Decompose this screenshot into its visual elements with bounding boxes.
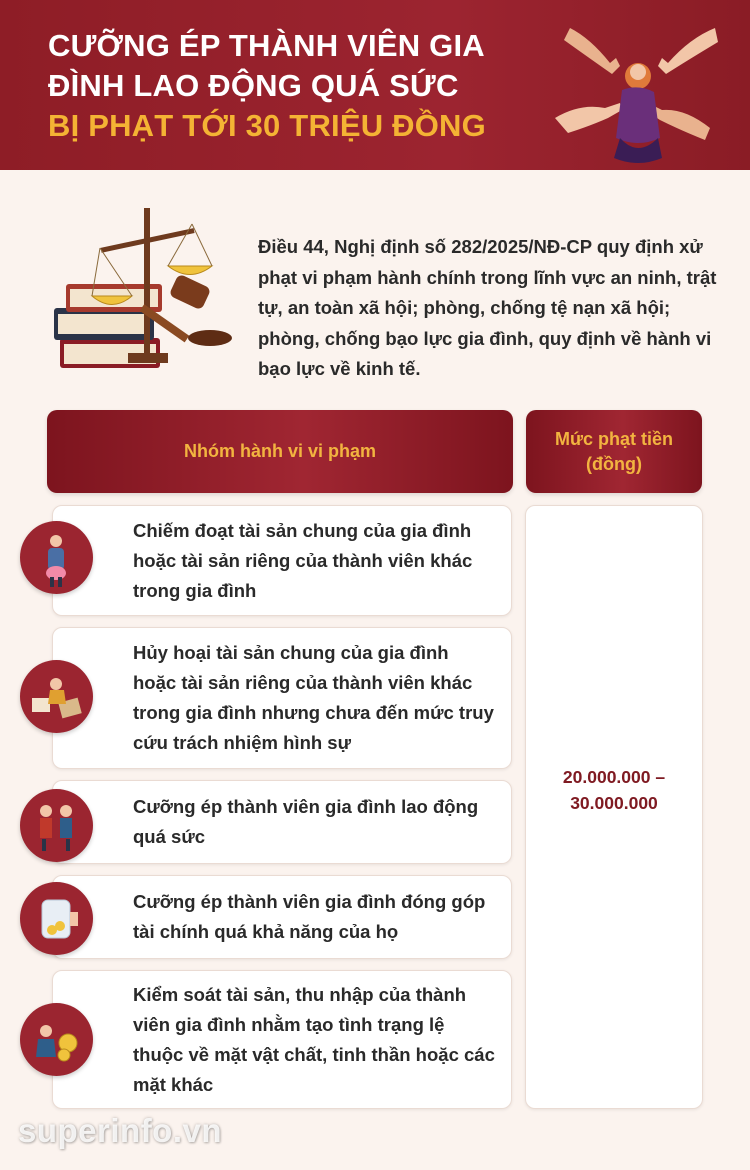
violation-text: Chiếm đoạt tài sản chung của gia đình hoặc tài sản riêng của thành viên khác trong gia đình bbox=[133, 519, 473, 601]
financial-control-icon bbox=[20, 1003, 93, 1076]
person-with-piggy-bank-icon bbox=[20, 521, 93, 594]
title-line-3: BỊ PHẠT TỚI 30 TRIỆU ĐỒNG bbox=[48, 108, 486, 143]
violation-text: Cưỡng ép thành viên gia đình lao động quá sức bbox=[133, 796, 479, 847]
column-header-violation-group: Nhóm hành vi vi phạm bbox=[47, 410, 513, 493]
forced-labor-icon bbox=[20, 789, 93, 862]
fine-amount bbox=[526, 764, 702, 816]
fine-amount-line-2: 30.000.000 bbox=[570, 793, 658, 813]
grabbing-hands-illustration bbox=[550, 8, 720, 168]
fine-amount-line-1: 20.000.000 – bbox=[562, 767, 666, 787]
violation-row-1 bbox=[52, 505, 512, 616]
violation-row-2 bbox=[52, 627, 512, 769]
title-line-1: CƯỠNG ÉP THÀNH VIÊN GIA bbox=[48, 28, 485, 63]
violation-text: Kiểm soát tài sản, thu nhập của thành viên gia đình nhằm tạo tình trạng lệ thuộc về mặt vật chất, tinh thần hoặc các mặt khác bbox=[133, 983, 495, 1095]
intro-paragraph: Điều 44, Nghị định số 282/2025/NĐ-CP quy định xử phạt vi phạm hành chính trong lĩnh vực an ninh, trật tự, an toàn xã hội; phòng, chống tệ nạn xã hội; phòng, chống bạo lực gia đình, quy định về hành vi bạo lực về kinh tế. bbox=[258, 236, 717, 379]
violation-row-5 bbox=[52, 970, 512, 1109]
header-banner bbox=[0, 0, 750, 170]
violation-row-4 bbox=[52, 875, 512, 959]
fine-amount-cell bbox=[525, 505, 703, 1109]
violation-row-3 bbox=[52, 780, 512, 864]
violation-text: Cưỡng ép thành viên gia đình đóng góp tài chính quá khả năng của họ bbox=[133, 891, 486, 942]
destroyed-furniture-icon bbox=[20, 660, 93, 733]
title-line-2: ĐÌNH LAO ĐỘNG QUÁ SỨC bbox=[48, 68, 459, 103]
violation-text: Hủy hoại tài sản chung của gia đình hoặc tài sản riêng của thành viên khác trong gia đình nhưng chưa đến mức truy cứu trách nhiệm hình sự bbox=[133, 642, 494, 753]
coin-jar-icon bbox=[20, 882, 93, 955]
watermark: superinfo.vn bbox=[18, 1112, 223, 1149]
scales-and-gavel-illustration bbox=[40, 188, 240, 398]
column-header-fine-amount: Mức phạt tiền (đồng) bbox=[526, 410, 702, 493]
